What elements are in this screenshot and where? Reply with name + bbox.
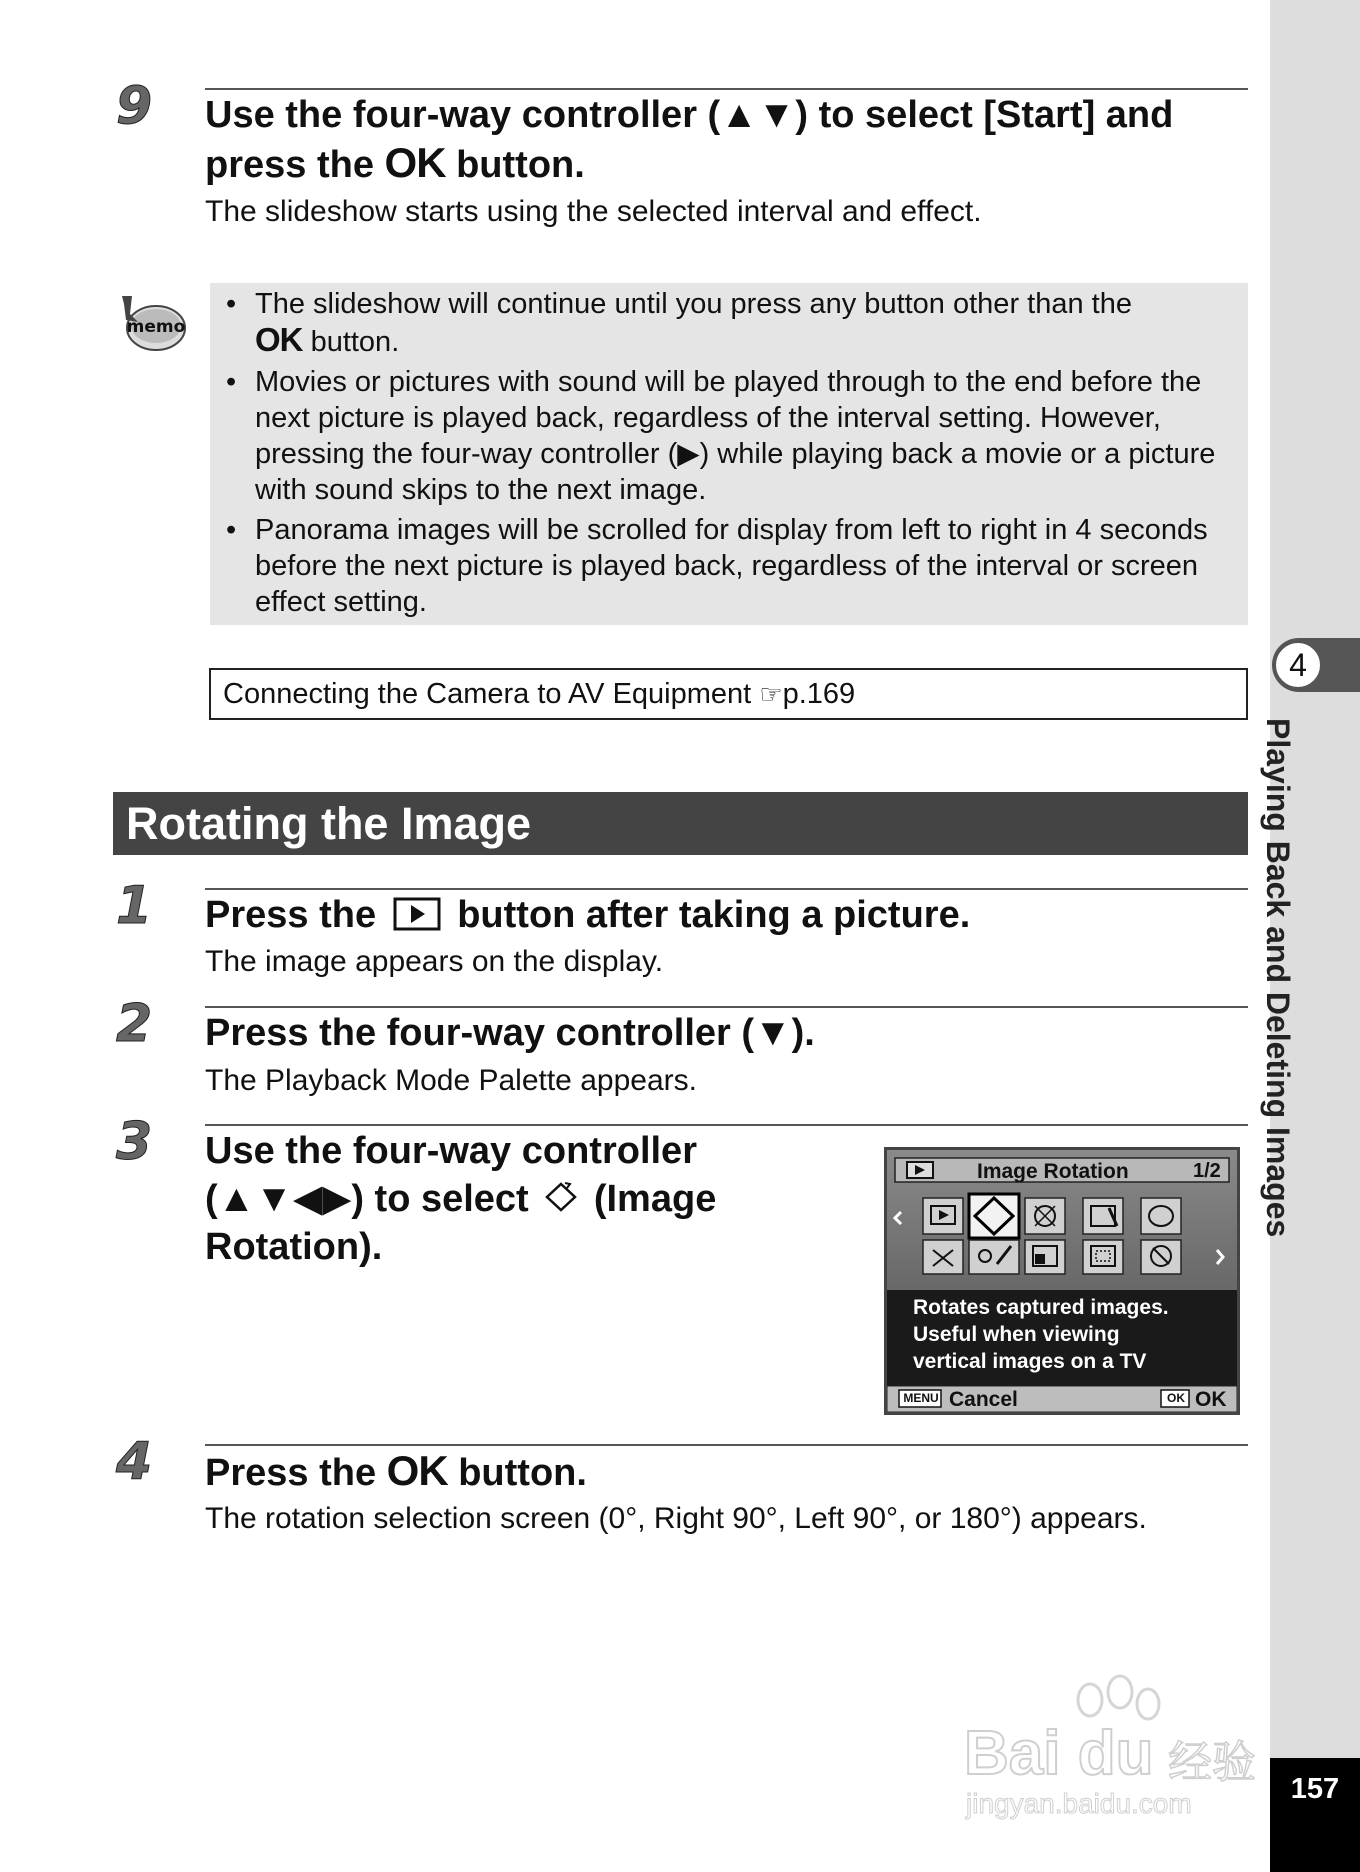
step-divider <box>205 1006 1248 1008</box>
watermark-brand: Bai du <box>964 1719 1154 1788</box>
step-divider <box>205 1444 1248 1446</box>
memo-text: button. <box>310 326 400 358</box>
step-number: 9 <box>116 76 153 136</box>
step-body: The rotation selection screen (0°, Right 90°, Left 90°, or 180°) appears. <box>205 1502 1147 1535</box>
step-title <box>205 91 1255 189</box>
title-text: (▲▼◀▶) to select <box>205 1178 529 1220</box>
step-title-line: Rotation). <box>205 1226 383 1268</box>
ok-key: OK <box>1167 1391 1185 1405</box>
watermark-cn: 经验 <box>1168 1737 1256 1788</box>
step-title <box>205 1127 785 1271</box>
step-divider <box>205 888 1248 890</box>
camera-screen <box>884 1147 1240 1415</box>
menu-key: MENU <box>903 1391 939 1405</box>
memo-text: The slideshow will continue until you press any button other than the <box>255 288 1132 320</box>
description-line: Rotates captured images. <box>913 1296 1169 1319</box>
step-body: The image appears on the display. <box>205 945 664 978</box>
step-title-line: Use the four-way controller <box>205 1130 697 1172</box>
step-title-line <box>205 139 1255 189</box>
page-number: 157 <box>1290 1773 1340 1805</box>
rotation-icon <box>543 1181 579 1213</box>
step-number: 3 <box>116 1112 153 1172</box>
step-number: 4 <box>116 1432 153 1492</box>
chapter-title: Playing Back and Deleting Images <box>1260 718 1296 1238</box>
step-title: Press the four-way controller (▼). <box>205 1012 815 1054</box>
playback-button-icon <box>393 897 441 931</box>
title-text: press the <box>205 144 374 186</box>
title-text: Press the <box>205 894 377 936</box>
title-text: (Image <box>593 1178 717 1220</box>
memo-icon <box>116 292 188 354</box>
title-text: Press the <box>205 1452 377 1494</box>
step-divider <box>205 1124 1248 1126</box>
memo-icon-label: memo <box>126 317 186 337</box>
reference-text: Connecting the Camera to AV Equipment <box>223 678 752 710</box>
step-number: 2 <box>116 994 153 1054</box>
baidu-watermark <box>960 1670 1270 1820</box>
step-body: The Playback Mode Palette appears. <box>205 1064 697 1097</box>
section-title: Rotating the Image <box>126 798 532 849</box>
step-title <box>205 891 970 939</box>
memo-list <box>222 286 1242 624</box>
title-text: button. <box>458 1452 587 1494</box>
reference-box[interactable] <box>209 668 1248 720</box>
screen-page-indicator: 1/2 <box>1193 1160 1221 1182</box>
description-line: Useful when viewing <box>913 1323 1120 1346</box>
watermark-url: jingyan.baidu.com <box>966 1788 1192 1819</box>
chapter-number: 4 <box>1274 641 1322 689</box>
screen-header-title: Image Rotation <box>977 1160 1129 1183</box>
ok-button-symbol: OK <box>255 321 303 358</box>
step-title <box>205 1447 587 1497</box>
title-text: button. <box>456 144 585 186</box>
cancel-label: Cancel <box>949 1388 1018 1411</box>
description-line: vertical images on a TV <box>913 1350 1147 1373</box>
memo-item: • Movies or pictures with sound will be played through to the end before the next picture is played back, regardless of the interval setting. However, pressing the four-way controller (▶) while playing back a movie or a picture with sound skips to the next image. <box>222 364 1242 508</box>
pointing-hand-icon: ☞ <box>759 680 783 710</box>
step-body: The slideshow starts using the selected interval and effect. <box>205 195 982 228</box>
memo-item: • Panorama images will be scrolled for display from left to right in 4 seconds before the next picture is played back, regardless of the interval or screen effect setting. <box>222 512 1242 620</box>
ok-button-symbol: OK <box>384 139 446 186</box>
title-text: button after taking a picture. <box>457 894 971 936</box>
reference-page: p.169 <box>782 678 856 710</box>
step-divider <box>205 88 1248 90</box>
screen-description <box>913 1294 1169 1375</box>
step-number: 1 <box>116 876 153 936</box>
step-title-line: Use the four-way controller (▲▼) to select [Start] and <box>205 94 1174 136</box>
ok-label: OK <box>1195 1388 1227 1411</box>
ok-button-symbol: OK <box>386 1447 448 1494</box>
memo-item <box>222 286 1242 360</box>
step-title-line <box>205 1175 785 1223</box>
